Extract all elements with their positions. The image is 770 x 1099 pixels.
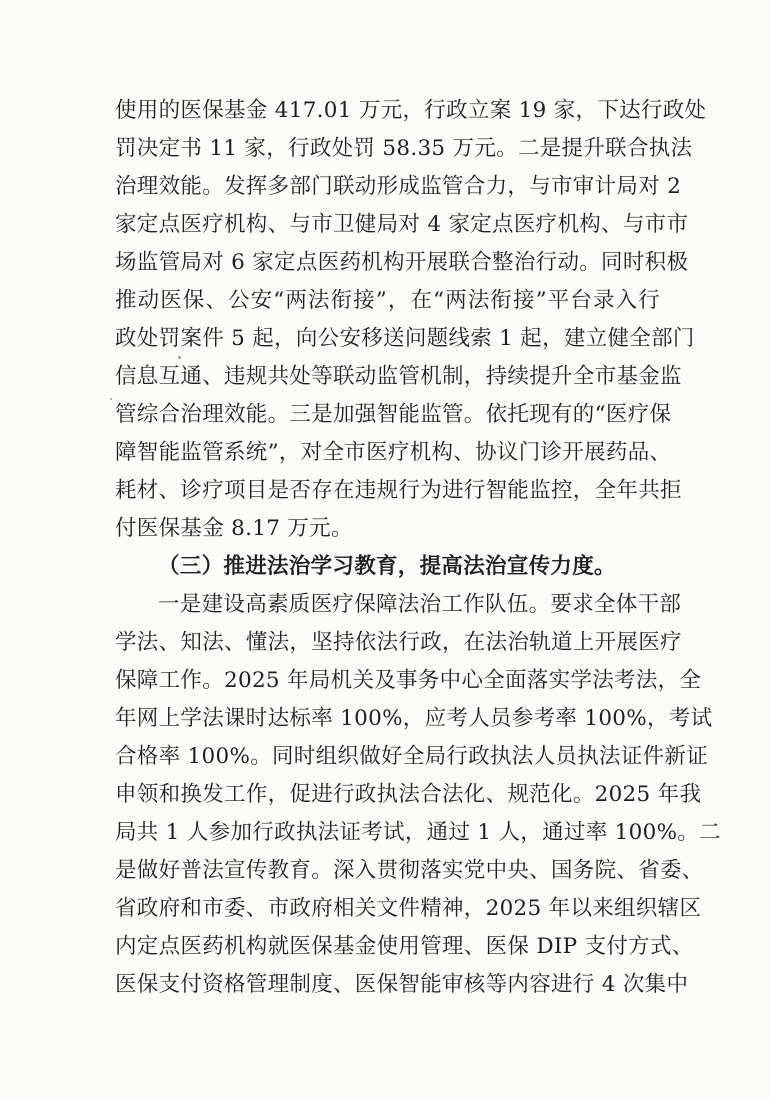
body-text-line: 是做好普法宣传教育。深入贯彻落实党中央、国务院、省委、 xyxy=(115,858,704,883)
body-text-line: 罚决定书 11 家，行政处罚 58.35 万元。二是提升联合执法 xyxy=(115,136,693,161)
body-text-line: 耗材、诊疗项目是否存在违规行为进行智能监控，全年共拒 xyxy=(115,478,682,503)
body-text-line: 内定点医药机构就医保基金使用管理、医保 DIP 支付方式、 xyxy=(115,934,694,959)
body-text-line: 使用的医保基金 417.01 万元，行政立案 19 家，下达行政处 xyxy=(115,98,707,123)
body-text-line: 医保支付资格管理制度、医保智能审核等内容进行 4 次集中 xyxy=(115,972,689,997)
body-text-line: 保障工作。2025 年局机关及事务中心全面落实学法考法，全 xyxy=(115,668,702,693)
body-text-line: 学法、知法、懂法，坚持依法行政，在法治轨道上开展医疗 xyxy=(115,630,682,655)
body-text-line: 合格率 100%。同时组织做好全局行政执法人员执法证件新证 xyxy=(115,744,709,769)
body-text-line: 局共 1 人参加行政执法证考试，通过 1 人，通过率 100%。二 xyxy=(115,820,721,845)
paragraph-first-line: 一是建设高素质医疗保障法治工作队伍。要求全体干部 xyxy=(158,592,682,617)
body-text-line: 家定点医疗机构、与市卫健局对 4 家定点医疗机构、与市市 xyxy=(115,212,689,237)
body-text-line: 申领和换发工作，促进行政执法合法化、规范化。2025 年我 xyxy=(115,782,702,807)
scan-speck xyxy=(110,398,112,400)
body-text-line: 管综合治理效能。三是加强智能监管。依托现有的“医疗保 xyxy=(115,402,672,427)
body-text-line: 年网上学法课时达标率 100%，应考人员参考率 100%，考试 xyxy=(115,706,713,731)
body-text-line: 障智能监管系统”，对全市医疗机构、协议门诊开展药品、 xyxy=(115,440,672,465)
body-text-line: 政处罚案件 5 起，向公安移送问题线索 1 起，建立健全部门 xyxy=(115,326,695,351)
scan-speck xyxy=(178,356,181,359)
body-text-line: 信息互通、违规共处等联动监管机制，持续提升全市基金监 xyxy=(115,364,682,389)
section-heading: （三）推进法治学习教育，提高法治宣传力度。 xyxy=(158,554,616,579)
body-text-line: 场监管局对 6 家定点医药机构开展联合整治行动。同时积极 xyxy=(115,250,689,275)
body-text-line: 付医保基金 8.17 万元。 xyxy=(115,516,353,541)
body-text-line: 省政府和市委、市政府相关文件精神，2025 年以来组织辖区 xyxy=(115,896,702,921)
body-text-line: 推动医保、公安“两法衔接”，在“两法衔接”平台录入行 xyxy=(115,288,660,313)
body-text-line: 治理效能。发挥多部门联动形成监管合力，与市审计局对 2 xyxy=(115,174,682,199)
